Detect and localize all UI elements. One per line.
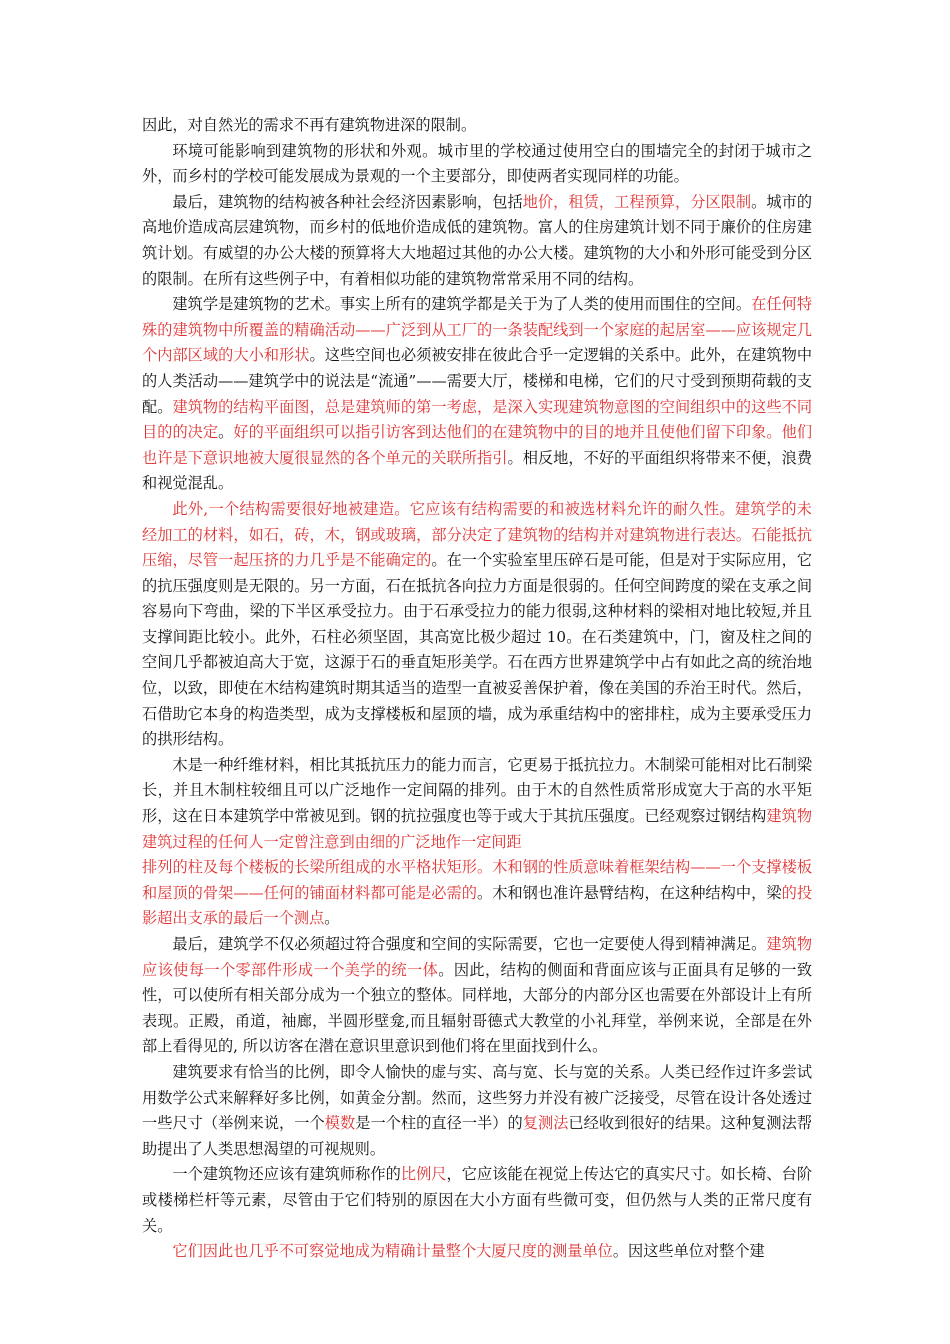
body-text: 是一个柱的直径一半）的 [355, 1114, 523, 1133]
paragraph [142, 1162, 812, 1239]
body-text: 因此，对自然光的需求不再有建筑物进深的限制。 [142, 116, 477, 134]
body-text: 。因这些单位对整个建 [612, 1242, 765, 1261]
paragraph [142, 753, 812, 932]
paragraph [142, 1060, 812, 1162]
paragraph [142, 139, 812, 190]
paragraph [142, 932, 812, 1060]
body-text: 最后，建筑学不仅必须超过符合强度和空间的实际需要，它也一定要使人得到精神满足。 [172, 935, 767, 953]
highlighted-text: 建筑物建筑过程的任何人一定曾注意到由细的广泛地作一定间距 [142, 807, 813, 851]
body-text: 建筑学是建筑物的艺术。事实上所有的建筑学都是关于为了人类的使用而围住的空间。 [172, 295, 752, 314]
highlighted-text: 好的平面组织可以指引访客到达他们的在建筑物中的目的地并且使他们留下印象。他们也许是下意识地被大厦很显然的各个单元的关联所指引 [142, 423, 813, 467]
highlighted-text: 建筑物应该使每一个零部件形成一个美学的统一体 [142, 935, 813, 979]
body-text: 。因此，结构的侧面和背面应该与正面具有足够的一致性，可以使所有相关部分成为一个独立的整体。同样地，大部分的内部分区也需要在外部设计上有所表现。正殿，甬道，袖廊，半圆形壁龛,而且辐射哥德式大教堂的小礼拜堂，举例来说，全部是在外部上看得见的, 所以访客在潜在意识里意识到他们将在里面找到什么。 [142, 960, 813, 1056]
highlighted-text: 在任何特殊的建筑物中所覆盖的精确活动——广泛到从工厂的一条装配线到一个家庭的起居室——应该规定几个内部区域的大小和形状 [142, 295, 813, 365]
document-page [142, 113, 812, 1265]
highlighted-text: 排列的柱及每个楼板的长梁所组成的水平格状矩形。木和钢的性质意味着框架结构——一个支撑楼板和屋顶的骨架——任何的铺面材料都可能是必需的 [142, 858, 812, 902]
body-text: 。相反地，不好的平面组织将带来不便，浪费和视觉混乱。 [142, 448, 813, 493]
body-text: 。这些空间也必须被安排在彼此合乎一定逻辑的关系中。此外，在建筑物中的人类活动——建筑学中的说法是“流通”——需要大厅，楼梯和电梯，它们的尺寸受到预期荷载的支配。 [142, 346, 813, 416]
body-text: 。在一个实验室里压碎石是可能，但是对于实际应用，它的抗压强度则是无限的。另一方面，石在抵抗各向拉力方面是很弱的。任何空间跨度的梁在支承之间容易向下弯曲，梁的下半区承受拉力。由于石承受拉力的能力很弱,这种材料的梁相对地比较短,并且支撑间距比较小。此外，石柱必须坚固，其高宽比极少超过 10。在石类建筑中，门，窗及柱之间的空间几乎都被迫高大于宽，这源于石的垂直矩形美学。石在西方世界建筑学中占有如此之高的统治地位，以致，即使在木结构建筑时期其适当的造型一直被妥善保护着，像在美国的乔治王时代。然后，石借助它本身的构造类型，成为支撑楼板和屋顶的墙，成为承重结构中的密排柱，成为主要承受压力的拱形结构。 [142, 551, 813, 749]
body-text: 。城市的高地价造成高层建筑物，而乡村的低地价造成低的建筑物。富人的住房建筑计划不同于廉价的住房建筑计划。有威望的办公大楼的预算将大大地超过其他的办公大楼。建筑物的大小和外形可能受到分区的限制。在所有这些例子中，有着相似功能的建筑物常常采用不同的结构。 [142, 192, 813, 288]
body-text: ，它应该能在视觉上传达它的真实尺寸。如长椅、台阶或楼梯栏杆等元素，尽管由于它们特别的原因在大小方面有些微可变，但仍然与人类的正常尺度有关。 [142, 1165, 813, 1235]
body-text: 。 [324, 909, 340, 928]
highlighted-text: 的投影超出支承的最后一个测点 [142, 883, 813, 928]
paragraph [142, 1239, 812, 1265]
paragraph [142, 292, 812, 497]
body-text: 环境可能影响到建筑物的形状和外观。城市里的学校通过使用空白的围墙完全的封闭于城市之外，而乡村的学校可能发展成为景观的一个主要部分，即使两者实现同样的功能。 [142, 141, 812, 186]
body-text: 木是一种纤维材料，相比其抵抗压力的能力而言，它更易于抵抗拉力。木制梁可能相对比石制梁长，并且木制柱较细且可以广泛地作一定间隔的排列。由于木的自然性质常形成宽大于高的水平矩形，这在日本建筑学中常被见到。钢的抗拉强度也等于或大于其抗压强度。已经观察过钢结构 [142, 755, 812, 826]
paragraph [142, 113, 812, 139]
highlighted-text: 建筑物的结构平面图，总是建筑师的第一考虑，是深入实现建筑物意图的空间组织中的这些不同目的的决定 [142, 397, 813, 442]
body-text: 建筑要求有恰当的比例，即令人愉快的虚与实、高与宽、长与宽的关系。人类已经作过许多尝试用数学公式来解释好多比例，如黄金分割。然而，这些努力并没有被广泛接受，尽管在设计各处透过一些尺寸（举例来说，一个 [142, 1062, 812, 1133]
body-text: 已经收到很好的结果。这种复测法帮助提出了人类思想渴望的可视规则。 [142, 1114, 813, 1158]
highlighted-text: 模数 [324, 1114, 356, 1133]
paragraph [142, 497, 812, 753]
highlighted-text: 它们因此也几乎不可察觉地成为精确计量整个大厦尺度的测量单位 [172, 1242, 613, 1261]
body-text: 最后，建筑物的结构被各种社会经济因素影响，包括 [172, 192, 523, 211]
body-text: 。木和钢也准许悬臂结构，在这种结构中，梁 [477, 883, 782, 902]
body-text: 一个建筑物还应该有建筑师称作的 [172, 1165, 401, 1184]
paragraph [142, 190, 812, 292]
highlighted-text: 地价，租赁，工程预算，分区限制 [522, 192, 752, 211]
body-text: 。 [218, 423, 234, 442]
highlighted-text: 此外,一个结构需要很好地被建造。它应该有结构需要的和被选材料允许的耐久性。建筑学的未经加工的材料，如石，砖，木，钢或玻璃，部分决定了建筑物的结构并对建筑物进行表达。石能抵抗压缩，尽管一起压挤的力几乎是不能确定的 [142, 499, 812, 570]
highlighted-text: 复测法 [522, 1114, 569, 1133]
highlighted-text: 比例尺 [400, 1165, 447, 1184]
